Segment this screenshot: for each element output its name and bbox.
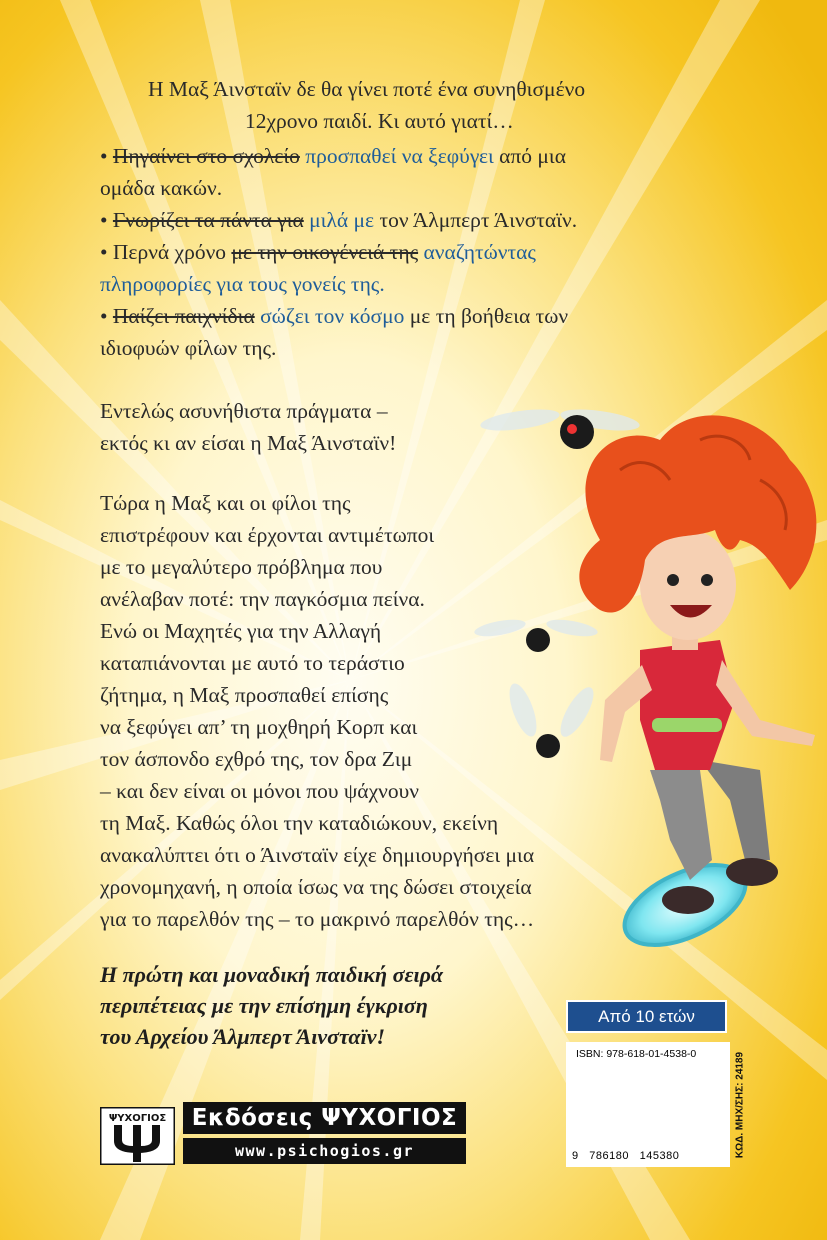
publisher-url: www.psichogios.gr <box>183 1138 466 1164</box>
intro-line-2: 12χρονο παιδί. Κι αυτό γιατί… <box>245 109 514 133</box>
intro-line-1: Η Μαξ Άινσταϊν δε θα γίνει ποτέ ένα συνηθισμένο <box>148 77 586 101</box>
bullet-pre: Περνά χρόνο <box>112 240 227 264</box>
story-line-11: τη Μαξ. Καθώς όλοι την καταδιώκουν, εκείνη <box>100 811 499 835</box>
story-line-6: καταπιάνονται με αυτό το τεράστιο <box>100 651 405 675</box>
struck-text: Παίζει παιχνίδια <box>112 304 255 328</box>
bullet-marker: • <box>100 240 108 264</box>
struck-text: Γνωρίζει τα πάντα για <box>112 208 304 232</box>
story-line-8: να ξεφύγει απ’ τη μοχθηρή Κορπ και <box>100 715 418 739</box>
bullet-item-1-cont: ομάδα κακών. <box>100 176 223 200</box>
struck-text: Πηγαίνει στο σχολείο <box>112 144 300 168</box>
tagline-line-3: του Αρχείου Άλμπερτ Άινσταϊν! <box>100 1024 386 1049</box>
bullet-rest: τον Άλμπερτ Άινσταϊν. <box>379 208 578 232</box>
replacement-text: σώζει τον κόσμο <box>260 304 405 328</box>
story-line-14: για το παρελθόν της – το μακρινό παρελθόν της… <box>100 907 535 931</box>
barcode-number: 9 786180 145380 <box>572 1150 680 1162</box>
story-line-9: τον άσπονδο εχθρό της, τον δρα Ζιμ <box>100 747 413 771</box>
struck-text: με την οικογένειά της <box>231 240 419 264</box>
bullet-marker: • <box>100 144 108 168</box>
bullet-item-3-cont: πληροφορίες για τους γονείς της. <box>100 272 385 296</box>
bullet-item-1 <box>100 141 566 173</box>
story-line-2: επιστρέφουν και έρχονται αντιμέτωποι <box>100 523 435 547</box>
story-line-12: ανακαλύπτει ότι ο Άινσταϊν είχε δημιουργήσει μια <box>100 843 535 867</box>
bullet-marker: • <box>100 208 108 232</box>
story-line-10: – και δεν είναι οι μόνοι που ψάχνουν <box>100 779 419 803</box>
tagline-line-2: περιπέτειας με την επίσημη έγκριση <box>100 993 428 1018</box>
story-line-7: ζήτημα, η Μαξ προσπαθεί επίσης <box>100 683 389 707</box>
middle-line-1: Εντελώς ασυνήθιστα πράγματα – <box>100 399 388 423</box>
bullet-item-2 <box>100 205 577 237</box>
replacement-text: μιλά με <box>309 208 375 232</box>
bullet-marker: • <box>100 304 108 328</box>
isbn-text: ISBN: 978-618-01-4538-0 <box>576 1048 697 1060</box>
story-line-13: χρονομηχανή, η οποία ίσως να της δώσει στοιχεία <box>100 875 532 899</box>
replacement-text: αναζητώντας <box>423 240 536 264</box>
bullet-item-4-cont: ιδιοφυών φίλων της. <box>100 336 277 360</box>
publisher-logo-text: ΨΥΧΟΓΙΟΣ <box>108 1113 167 1124</box>
product-code-text: ΚΩΔ. ΜΗΧ/ΣΗΣ: 24189 <box>734 1051 746 1158</box>
story-line-3: με το μεγαλύτερο πρόβλημα που <box>100 555 383 579</box>
story-line-5: Ενώ οι Μαχητές για την Αλλαγή <box>100 619 382 643</box>
bullet-item-3 <box>100 237 536 269</box>
bullet-rest: από μια <box>499 144 566 168</box>
replacement-text: προσπαθεί να ξεφύγει <box>305 144 494 168</box>
middle-line-2: εκτός κι αν είσαι η Μαξ Άινσταϊν! <box>100 431 397 455</box>
publisher-logo <box>100 1107 175 1165</box>
story-line-4: ανέλαβαν ποτέ: την παγκόσμια πείνα. <box>100 587 425 611</box>
bullet-rest: με τη βοήθεια των <box>409 304 569 328</box>
story-line-1: Τώρα η Μαξ και οι φίλοι της <box>100 491 351 515</box>
tagline-line-1: Η πρώτη και μοναδική παιδική σειρά <box>100 962 444 987</box>
age-badge: Από 10 ετών <box>566 1000 727 1033</box>
product-code <box>733 1042 747 1167</box>
bullet-item-4 <box>100 301 568 333</box>
publisher-name: Εκδόσεις ΨΥΧΟΓΙΟΣ <box>183 1102 466 1134</box>
barcode-box <box>566 1042 730 1167</box>
